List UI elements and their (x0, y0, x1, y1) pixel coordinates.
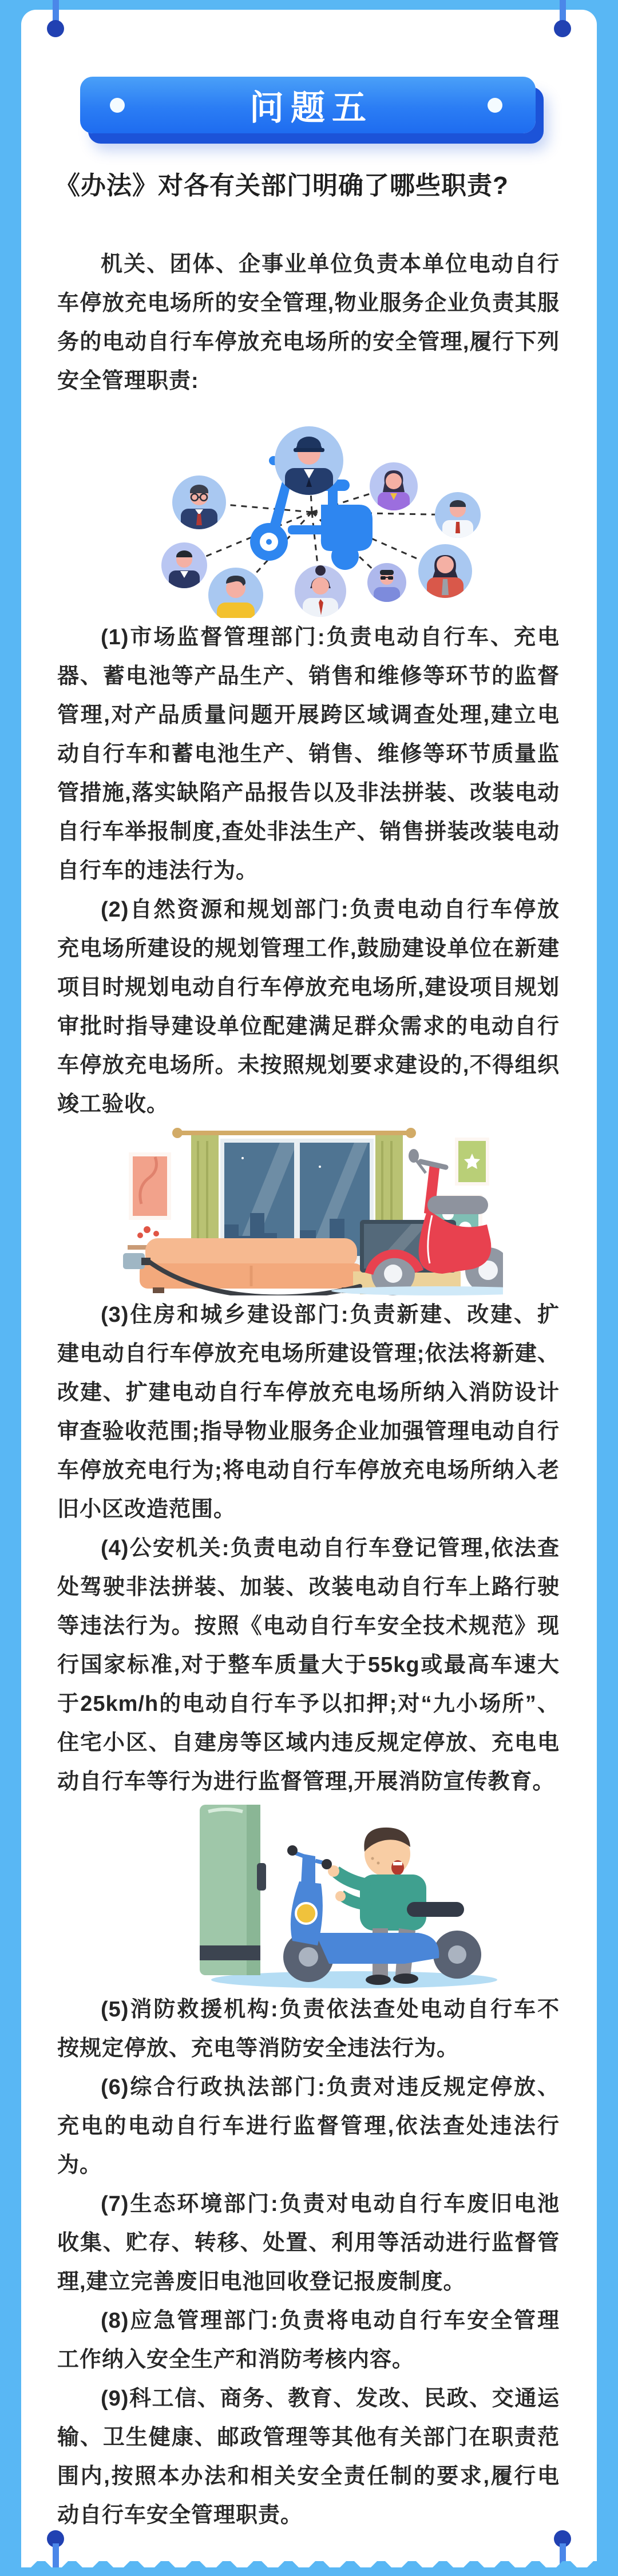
paragraph-1: (1)市场监督管理部门:负责电动自行车、充电器、蓄电池等产品生产、销售和维修等环节的监督管理,对产品质量问题开展跨区域调查处理,建立电动自行车和蓄电池生产、销售、维修等环节质量监管措施,落实缺陷产品报告以及非法拼装、改装电动自行车举报制度,查处非法生产、销售拼装改装电动自行车的违法行为。 (57, 625, 560, 883)
paragraph-9: (9)科工信、商务、教育、发改、民政、交通运输、卫生健康、邮政管理等其他有关部门在职责范围内,按照本办法和相关安全责任制的要求,履行电动自行车安全管理职责。 (57, 2387, 560, 2527)
charging-pillar (200, 1805, 266, 1975)
man-sunglasses-avatar (367, 563, 406, 604)
paragraph-6: (6)综合行政执法部门:负责对违反规定停放、充电的电动自行车进行监督管理,依法查处违法行为。 (57, 2075, 560, 2177)
woman-red-top-avatar (418, 544, 472, 603)
bottom-zigzag-border (0, 2559, 618, 2576)
woman-bun-avatar (295, 565, 346, 618)
paragraph-7: (7)生态环境部门:负责对电动自行车废旧电池收集、贮存、转移、处置、利用等活动进行监督管理,建立完善废旧电池回收登记报废制度。 (57, 2192, 560, 2294)
top-right-pin-dot (554, 20, 571, 37)
paragraph-5: (5)消防救援机构:负责依法查处电动自行车不按规定停放、充电等消防安全违法行为。 (57, 1998, 560, 2060)
man-glasses-avatar (172, 475, 226, 533)
top-left-pin-dot (47, 20, 64, 37)
intro-paragraph: 机关、团体、企事业单位负责本单位电动自行车停放充电场所的安全管理,物业服务企业负责其服务的电动自行车停放充电场所的安全管理,履行下列安全管理职责: (57, 252, 560, 393)
man-white-shirt-avatar (435, 492, 481, 542)
ribbon-right-dot (488, 98, 502, 113)
man-dark-suit-avatar (161, 542, 207, 592)
paragraph-2: (2)自然资源和规划部门:负责电动自行车停放充电场所建设的规划管理工作,鼓励建设单位在新建项目时规划电动自行车停放充电场所,建设项目规划审批时指导建设单位配建满足群众需求的电动自行车停放充电场所。未按照规划要求建设的,不得组织竣工验收。 (57, 898, 560, 1116)
woman-purple-avatar (370, 462, 418, 514)
ribbon-left-dot (110, 98, 125, 113)
paragraph-4: (4)公安机关:负责电动自行车登记管理,依法查处驾驶非法拼装、加装、改装电动自行车上路行驶等违法行为。按照《电动自行车安全技术规范》现行国家标准,对于整车质量大于55kg或最高车速大于25km/h的电动自行车予以扣押;对“九小场所”、住宅小区、自建房等区域内违反规定停放、充电电动自行车等行为进行监督管理,开展消防宣传教育。 (57, 1536, 560, 1794)
man-yellow-shirt-avatar (208, 568, 263, 618)
paragraph-8: (8)应急管理部门:负责将电动自行车安全管理工作纳入安全生产和消防考核内容。 (57, 2309, 560, 2372)
man-charging-scooter-at-station-illustration (114, 1801, 503, 1990)
article-body (57, 245, 560, 2535)
question-heading: 《办法》对各有关部门明确了哪些职责? (55, 172, 509, 200)
title-ribbon (80, 77, 536, 133)
scooter-charging-indoors-illustration (114, 1124, 503, 1295)
responsibility-network-diagram (0, 401, 618, 618)
page-title: 问题五 (249, 88, 373, 127)
paragraph-3: (3)住房和城乡建设部门:负责新建、改建、扩建电动自行车停放充电场所建设管理;依法将新建、改建、扩建电动自行车停放充电场所纳入消防设计审查验收范围;指导物业服务企业加强管理电动自行车停放充电行为;将电动自行车停放充电场所纳入老旧小区改造范围。 (57, 1303, 560, 1521)
